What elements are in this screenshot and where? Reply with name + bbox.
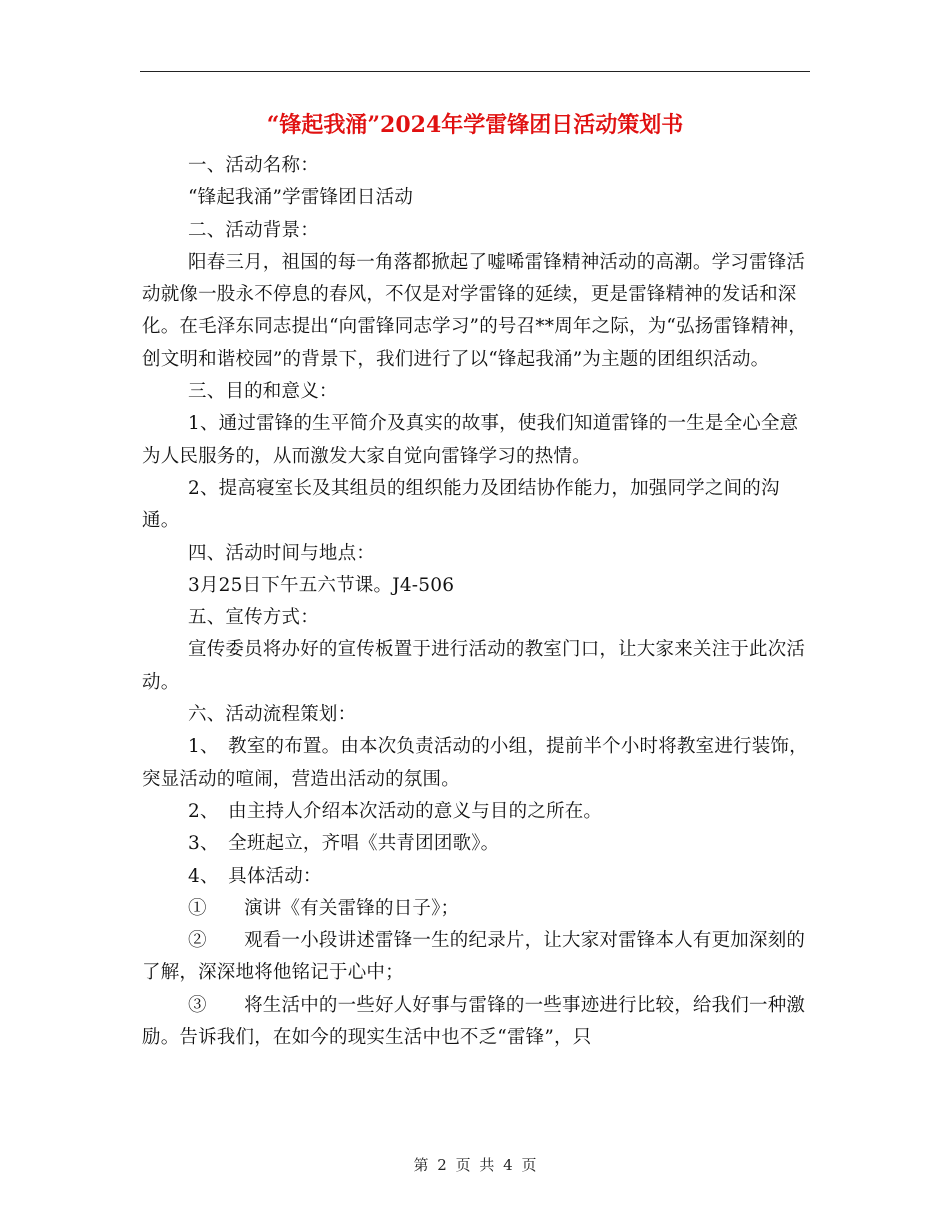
paragraph-activity-name: “锋起我涌”学雷锋团日活动 [188, 187, 414, 209]
document-title: “锋起我涌”2024年学雷锋团日活动策划书 [266, 112, 684, 138]
heading-activity-name: 一、活动名称： [188, 155, 319, 176]
paragraph-purpose-1: 1、通过雷锋的生平简介及真实的故事，使我们知道雷锋的一生是全心全意为人民服务的，从而激发大家自觉向雷锋学习的热情。 [142, 413, 799, 467]
activity-subitem-1: ① 演讲《有关雷锋的日子》； [188, 897, 460, 919]
heading-purpose: 三、目的和意义： [188, 381, 338, 403]
paragraph-time-place: 3月25日下午五六节课。J4-506 [188, 574, 455, 596]
paragraph-purpose-2: 2、提高寝室长及其组员的组织能力及团结协作能力，加强同学之间的沟通。 [142, 477, 780, 532]
page-footer: 第 2 页 共 4 页 [413, 1156, 537, 1174]
heading-time-place: 四、活动时间与地点： [188, 542, 376, 564]
header-rule [140, 71, 810, 72]
paragraph-background: 阳春三月，祖国的每一角落都掀起了嘘唏雷锋精神活动的高潮。学习雷锋活动就像一股永不停息的春风，不仅是对学雷锋的延续，更是雷锋精神的发话和深化。在毛泽东同志提出“向雷锋同志学习”的号召**周年之际，为“弘扬雷锋精神，创文明和谐校园”的背景下，我们进行了以“锋起我涌”为主题的团组织活动。 [142, 251, 807, 370]
paragraph-publicity: 宣传委员将办好的宣传板置于进行活动的教室门口，让大家来关注于此次活动。 [142, 639, 806, 693]
process-item-2: 2、 由主持人介绍本次活动的意义与目的之所在。 [188, 800, 603, 822]
activity-subitem-3: ③ 将生活中的一些好人好事与雷锋的一些事迹进行比较，给我们一种激励。告诉我们，在如今的现实生活中也不乏“雷锋”，只 [142, 994, 806, 1049]
heading-publicity: 五、宣传方式： [188, 607, 319, 629]
process-item-1: 1、 教室的布置。由本次负责活动的小组，提前半个小时将教室进行装饰，突显活动的喧闹，营造出活动的氛围。 [142, 736, 808, 790]
heading-process: 六、活动流程策划： [188, 704, 357, 726]
activity-subitem-2: ② 观看一小段讲述雷锋一生的纪录片，让大家对雷锋本人有更加深刻的了解，深深地将他铭记于心中； [142, 930, 806, 984]
process-item-4: 4、 具体活动： [188, 865, 322, 887]
heading-background: 二、活动背景： [188, 219, 319, 241]
process-item-3: 3、 全班起立，齐唱《共青团团歌》。 [188, 833, 500, 855]
document-body [142, 150, 810, 1054]
